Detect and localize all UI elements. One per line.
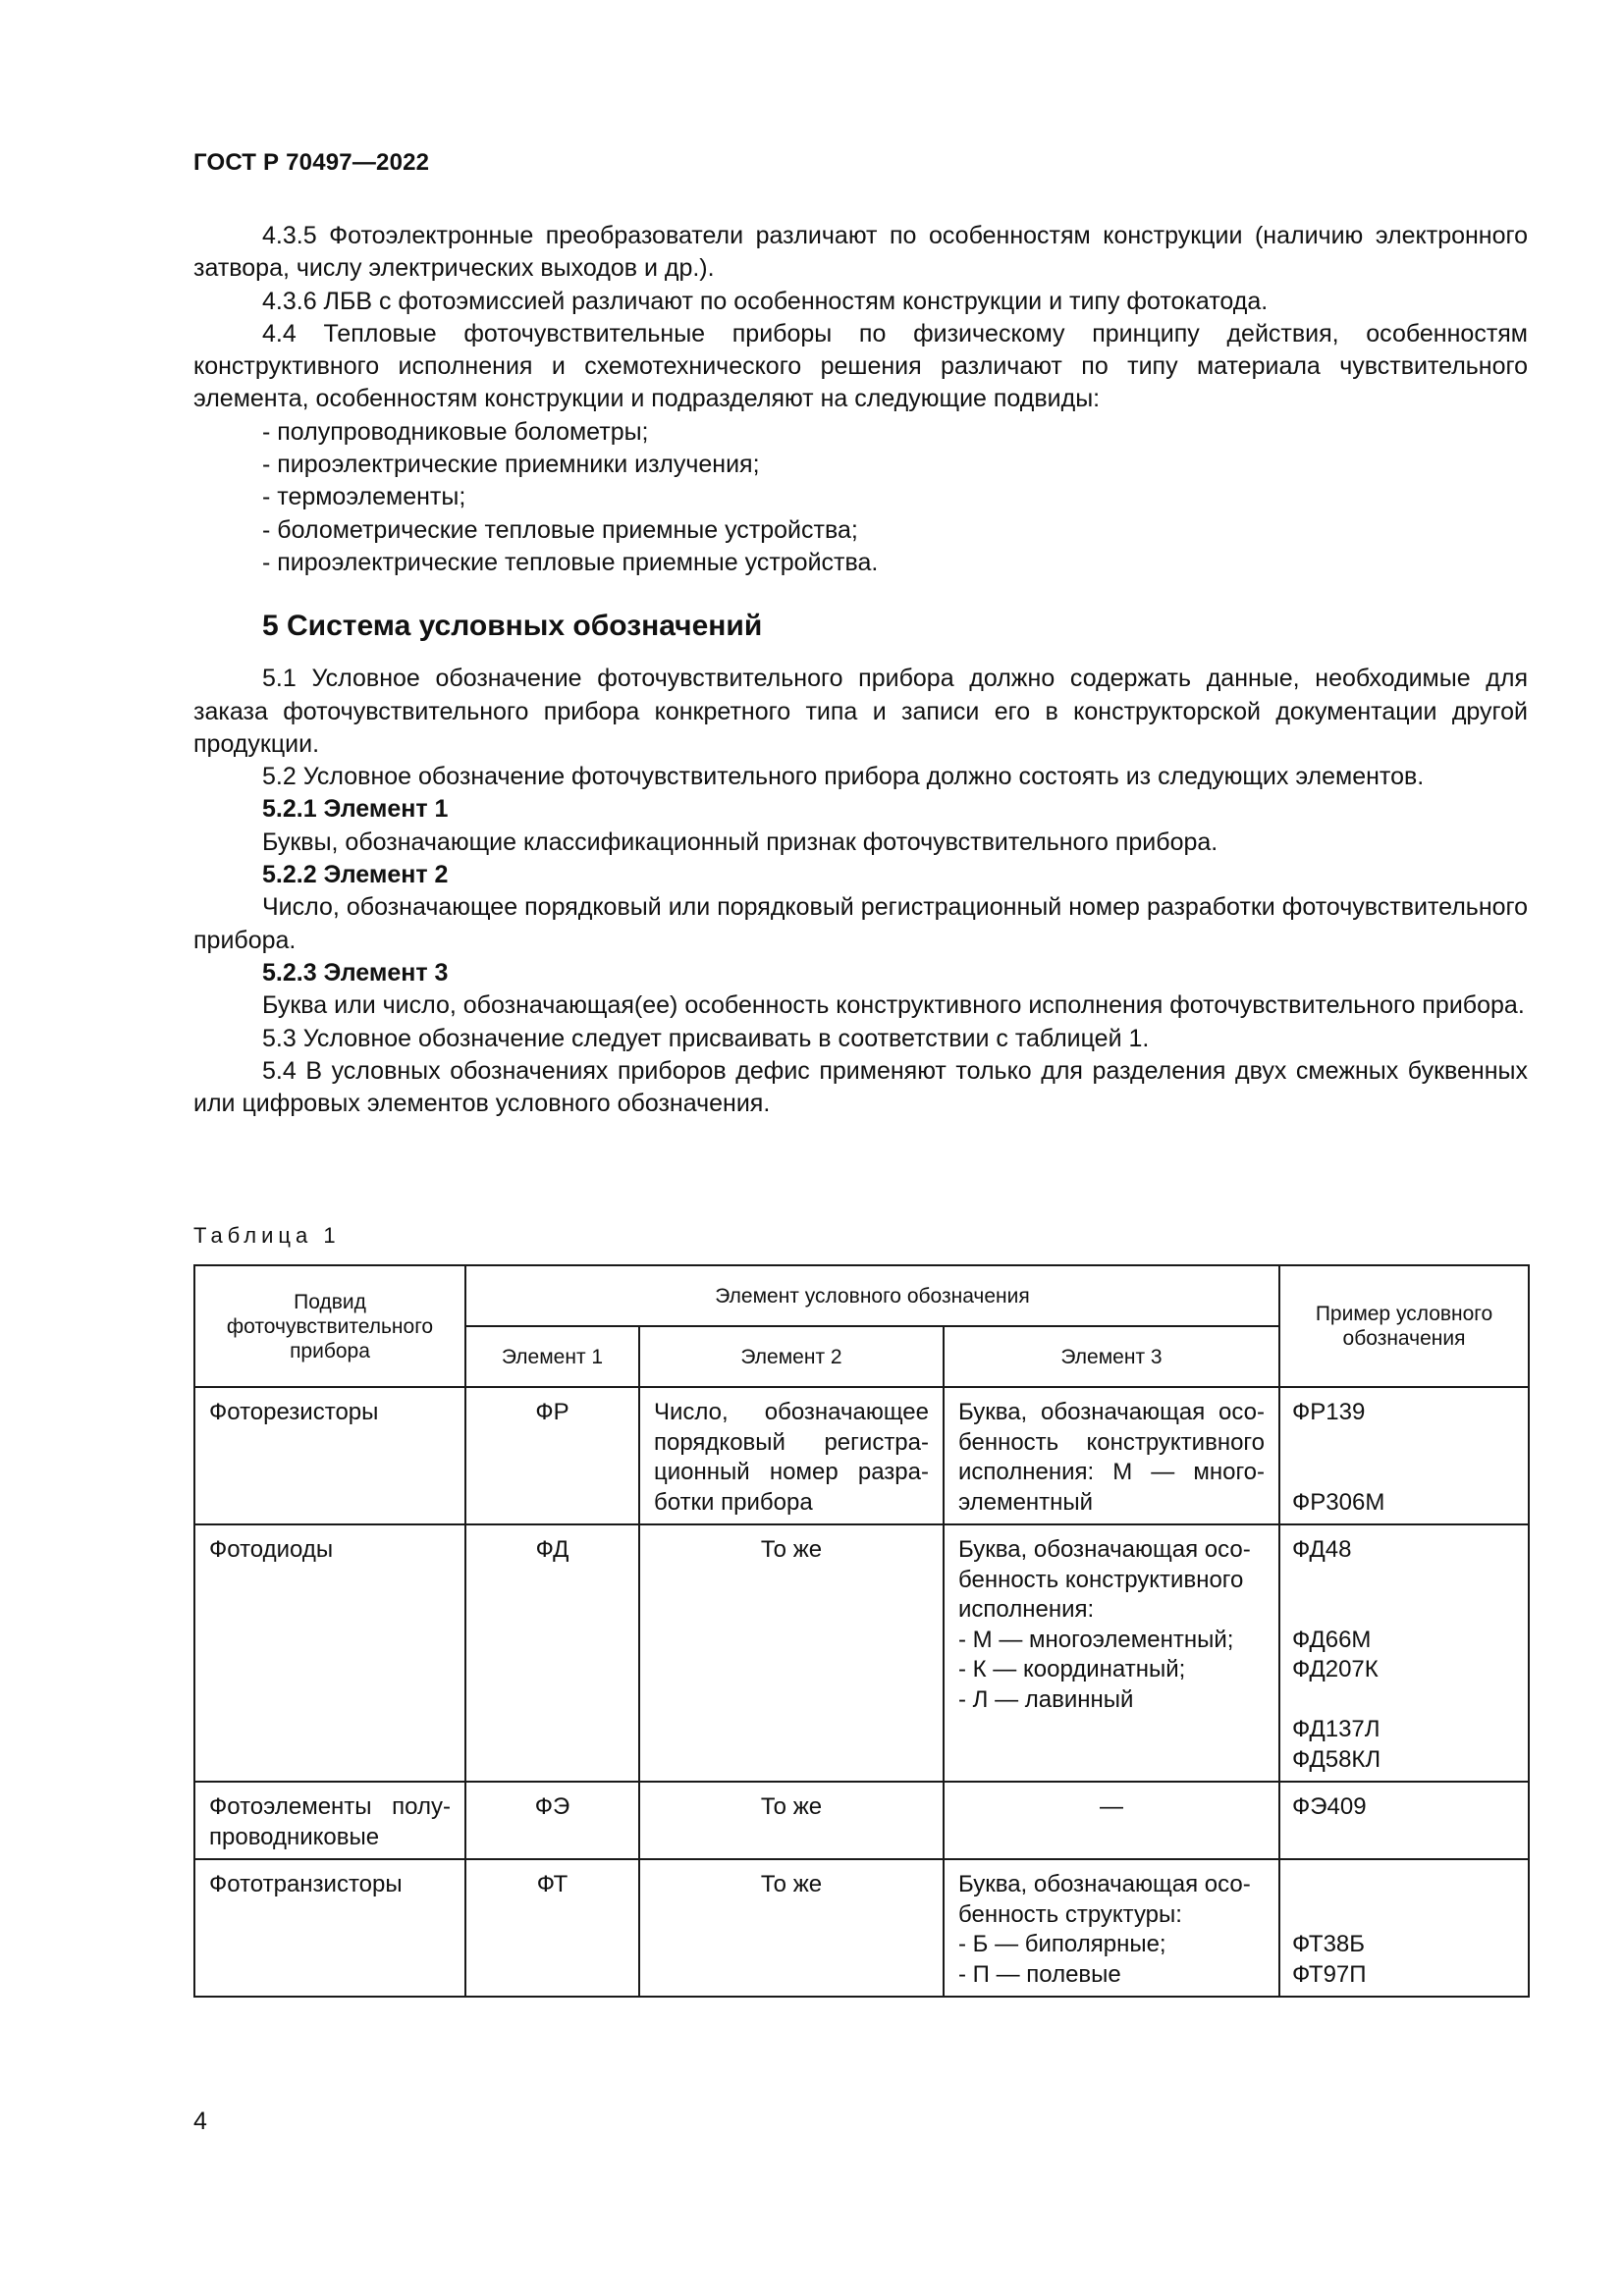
- header-element-2: Элемент 2: [639, 1326, 944, 1387]
- element-3-item: - Б — биполярные;: [958, 1931, 1166, 1957]
- paragraph-5-3: 5.3 Условное обозначение следует присваивать в соответствии с таблицей 1.: [262, 1024, 1150, 1052]
- list-item: - термоэлементы;: [262, 483, 466, 511]
- cell-element-2: То же: [639, 1859, 944, 1997]
- list-item: - полупроводниковые болометры;: [262, 417, 649, 446]
- cell-element-1: ФР: [465, 1387, 639, 1524]
- cell-element-2: Число, обозначающее порядковый регистрационный номер разработки прибора: [639, 1387, 944, 1524]
- subsection-5-2-2-heading: 5.2.2 Элемент 2: [262, 861, 449, 889]
- example-value: ФД207К: [1292, 1656, 1379, 1682]
- cell-element-3: Буква, обозначающая особенность конструктивного исполнения: М — многоэлементный: [944, 1387, 1279, 1524]
- element-3-intro: Буква, обозначающая особенность структуры:: [958, 1871, 1251, 1928]
- element-3-item: - Л — лавинный: [958, 1685, 1134, 1713]
- subsection-5-2-2-text: Число, обозначающее порядковый или порядковый регистрационный номер разработки фоточувствительного прибора.: [193, 893, 1528, 954]
- cell-element-3: [944, 1524, 1279, 1782]
- body-text: [193, 220, 1528, 1120]
- header-element-group: Элемент условного обозначения: [465, 1265, 1279, 1326]
- cell-element-1: ФЭ: [465, 1782, 639, 1859]
- subsection-5-2-3-heading: 5.2.3 Элемент 3: [262, 958, 449, 987]
- standard-header: ГОСТ Р 70497—2022: [193, 149, 430, 176]
- subsection-5-2-1-text: Буквы, обозначающие классификационный признак фоточувствительного прибора.: [262, 828, 1218, 856]
- cell-element-1: ФД: [465, 1524, 639, 1782]
- element-3-item: - М — многоэлементный;: [958, 1626, 1234, 1653]
- paragraph-5-2: 5.2 Условное обозначение фоточувствительного прибора должно состоять из следующих элементов.: [262, 763, 1425, 791]
- example-value: ФД66М: [1292, 1626, 1372, 1653]
- table-row: [194, 1859, 1529, 1997]
- subsection-5-2-1-heading: 5.2.1 Элемент 1: [262, 795, 449, 824]
- example-value: ФД48: [1292, 1536, 1352, 1563]
- example-value: ФТ97П: [1292, 1960, 1367, 1988]
- cell-example: [1279, 1782, 1529, 1859]
- cell-subtype: Фотодиоды: [194, 1524, 465, 1782]
- cell-element-2: То же: [639, 1782, 944, 1859]
- element-3-item: - К — координатный;: [958, 1656, 1186, 1682]
- cell-element-3: [944, 1859, 1279, 1997]
- list-item: - болометрические тепловые приемные устройства;: [262, 515, 858, 544]
- element-3-intro: Буква, обозначающая особенность конструктивного исполнения:: [958, 1536, 1251, 1623]
- example-value: ФР306М: [1292, 1488, 1385, 1516]
- paragraph-4-3-6: 4.3.6 ЛБВ с фотоэмиссией различают по особенностям конструкции и типу фотокатода.: [262, 287, 1269, 315]
- header-example: Пример условного обозначения: [1279, 1265, 1529, 1387]
- list-item: - пироэлектрические тепловые приемные устройства.: [262, 548, 879, 576]
- designation-table: [193, 1264, 1530, 1998]
- cell-element-2: То же: [639, 1524, 944, 1782]
- table-row: [194, 1387, 1529, 1524]
- table-caption: Таблица 1: [193, 1223, 341, 1248]
- cell-example: [1279, 1387, 1529, 1524]
- table-row: [194, 1524, 1529, 1782]
- paragraph-4-4: 4.4 Тепловые фоточувствительные приборы по физическому принципу действия, особенностям конструктивного исполнения и схемотехнического решения различают по типу материала чувствительного элемента, особенностям конструкции и подразделяют на следующие подвиды:: [193, 319, 1528, 413]
- cell-example: [1279, 1524, 1529, 1782]
- list-item: - пироэлектрические приемники излучения;: [262, 451, 760, 479]
- table-row: [194, 1782, 1529, 1859]
- paragraph-5-4: 5.4 В условных обозначениях приборов дефис применяют только для разделения двух смежных буквенных или цифровых элементов условного обозначения.: [193, 1056, 1528, 1118]
- example-value: ФР139: [1292, 1399, 1366, 1425]
- cell-subtype: Фотоэлементы полупроводниковые: [194, 1782, 465, 1859]
- example-value: ФД58КЛ: [1292, 1745, 1381, 1773]
- header-element-1: Элемент 1: [465, 1326, 639, 1387]
- example-value: ФТ38Б: [1292, 1931, 1366, 1957]
- cell-element-3: —: [944, 1782, 1279, 1859]
- subsection-5-2-3-text: Буква или число, обозначающая(ее) особенность конструктивного исполнения фоточувствительного прибора.: [262, 991, 1525, 1020]
- example-value: ФД137Л: [1292, 1716, 1380, 1742]
- header-element-3: Элемент 3: [944, 1326, 1279, 1387]
- element-3-item: - П — полевые: [958, 1960, 1121, 1988]
- cell-example: [1279, 1859, 1529, 1997]
- cell-subtype: Фототранзисторы: [194, 1859, 465, 1997]
- example-value: ФЭ409: [1292, 1793, 1367, 1820]
- cell-element-1: ФТ: [465, 1859, 639, 1997]
- section-title: 5 Система условных обозначений: [262, 610, 763, 643]
- cell-subtype: Фоторезисторы: [194, 1387, 465, 1524]
- paragraph-5-1: 5.1 Условное обозначение фоточувствительного прибора должно содержать данные, необходимые для заказа фоточувствительного прибора конкретного типа и записи его в конструкторской документации другой продукции.: [193, 665, 1528, 758]
- paragraph-4-3-5: 4.3.5 Фотоэлектронные преобразователи различают по особенностям конструкции (наличию электронного затвора, числу электрических выходов и др.).: [193, 222, 1528, 283]
- header-subtype: Подвид фоточувствительного прибора: [194, 1265, 465, 1387]
- page-number: 4: [193, 2108, 207, 2135]
